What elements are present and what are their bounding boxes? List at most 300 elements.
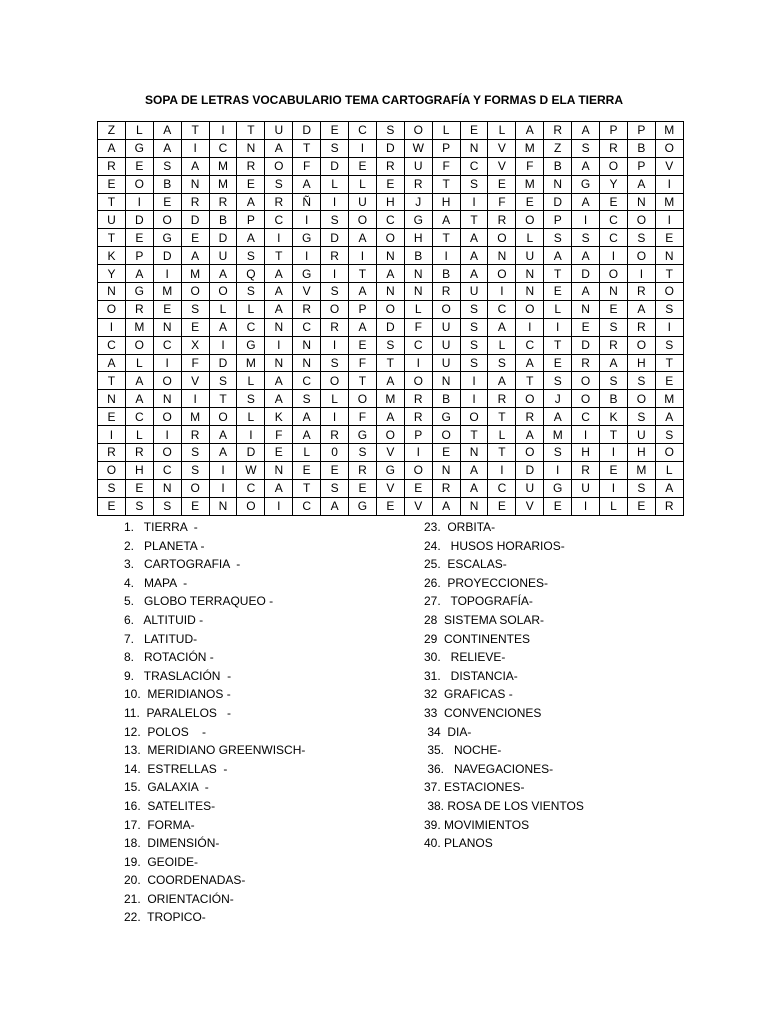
grid-cell: O [655, 444, 683, 462]
grid-cell: R [655, 497, 683, 515]
grid-cell: T [655, 354, 683, 372]
grid-cell: M [655, 122, 683, 140]
grid-cell: I [349, 139, 377, 157]
grid-cell: E [237, 175, 265, 193]
grid-cell: E [349, 479, 377, 497]
grid-cell: O [153, 372, 181, 390]
grid-cell: L [237, 372, 265, 390]
grid-cell: C [153, 461, 181, 479]
grid-cell: C [237, 479, 265, 497]
grid-cell: V [655, 157, 683, 175]
grid-cell: A [265, 300, 293, 318]
grid-cell: T [349, 265, 377, 283]
grid-cell: O [627, 211, 655, 229]
grid-cell: R [572, 461, 600, 479]
grid-cell: R [349, 461, 377, 479]
word-list-item: 29 CONTINENTES [424, 631, 531, 646]
grid-cell: I [404, 354, 432, 372]
grid-cell: O [376, 426, 404, 444]
grid-cell: O [125, 336, 153, 354]
grid-cell: N [153, 479, 181, 497]
grid-cell: I [600, 444, 628, 462]
grid-cell: B [627, 139, 655, 157]
grid-cell: N [376, 247, 404, 265]
grid-cell: P [627, 157, 655, 175]
grid-cell: A [237, 229, 265, 247]
word-list-item: 23. ORBITA- [424, 520, 496, 534]
grid-cell: S [627, 408, 655, 426]
word-list-item: 9. TRASLACIÓN - [124, 668, 232, 683]
grid-cell: T [376, 354, 404, 372]
grid-cell: O [181, 283, 209, 301]
grid-cell: E [572, 318, 600, 336]
grid-cell: E [98, 497, 126, 515]
grid-cell: L [488, 426, 516, 444]
grid-cell: N [544, 175, 572, 193]
word-list-item: 34 DIA- [424, 724, 472, 739]
grid-cell: P [349, 300, 377, 318]
grid-cell: A [572, 122, 600, 140]
grid-cell: A [321, 497, 349, 515]
grid-cell: S [265, 175, 293, 193]
grid-cell: G [237, 336, 265, 354]
grid-cell: E [432, 444, 460, 462]
grid-cell: O [600, 265, 628, 283]
grid-cell: I [265, 336, 293, 354]
grid-cell: O [265, 157, 293, 175]
grid-cell: M [627, 461, 655, 479]
grid-cell: H [404, 229, 432, 247]
grid-cell: S [98, 479, 126, 497]
grid-cell: S [321, 139, 349, 157]
grid-cell: E [376, 175, 404, 193]
grid-cell: A [125, 390, 153, 408]
word-list-item: 31. DISTANCIA- [424, 668, 518, 683]
grid-cell: L [237, 300, 265, 318]
word-list-right [424, 518, 684, 853]
grid-cell: R [627, 283, 655, 301]
grid-cell: U [516, 247, 544, 265]
grid-cell: S [460, 354, 488, 372]
word-list-item: 22. TROPICO- [124, 910, 206, 925]
grid-cell: I [655, 318, 683, 336]
grid-cell: T [293, 479, 321, 497]
grid-cell: S [293, 390, 321, 408]
word-list-item: 3. CARTOGRAFIA - [124, 557, 241, 572]
grid-cell: O [432, 300, 460, 318]
grid-cell: B [432, 390, 460, 408]
grid-cell: R [125, 300, 153, 318]
grid-cell: D [321, 157, 349, 175]
grid-cell: T [349, 372, 377, 390]
word-list-item: 20. COORDENADAS- [124, 873, 246, 888]
grid-cell: T [237, 122, 265, 140]
word-list-item: 32 GRAFICAS - [424, 687, 513, 702]
grid-cell: T [432, 175, 460, 193]
grid-cell: A [544, 247, 572, 265]
grid-cell: C [376, 211, 404, 229]
grid-cell: L [655, 461, 683, 479]
grid-cell: O [404, 461, 432, 479]
grid-cell: D [125, 211, 153, 229]
grid-cell: O [627, 336, 655, 354]
grid-cell: R [432, 283, 460, 301]
grid-cell: V [488, 139, 516, 157]
grid-cell: R [98, 444, 126, 462]
grid-row [98, 461, 684, 479]
grid-cell: A [98, 139, 126, 157]
grid-cell: F [349, 354, 377, 372]
grid-cell: A [460, 247, 488, 265]
grid-cell: A [349, 283, 377, 301]
grid-cell: A [209, 444, 237, 462]
grid-cell: I [600, 479, 628, 497]
grid-cell: M [209, 175, 237, 193]
grid-cell: P [544, 211, 572, 229]
grid-cell: I [237, 426, 265, 444]
grid-cell: A [432, 211, 460, 229]
grid-cell: S [627, 372, 655, 390]
grid-cell: I [460, 193, 488, 211]
grid-cell: O [98, 300, 126, 318]
grid-cell: A [572, 193, 600, 211]
grid-cell: N [627, 193, 655, 211]
grid-cell: E [460, 122, 488, 140]
grid-cell: G [125, 139, 153, 157]
grid-cell: S [321, 479, 349, 497]
grid-cell: O [376, 300, 404, 318]
grid-cell: T [181, 122, 209, 140]
grid-cell: C [237, 318, 265, 336]
grid-cell: I [488, 461, 516, 479]
grid-cell: Z [544, 139, 572, 157]
grid-cell: N [460, 444, 488, 462]
grid-cell: C [572, 408, 600, 426]
grid-cell: K [98, 247, 126, 265]
grid-cell: W [237, 461, 265, 479]
grid-cell: S [125, 497, 153, 515]
grid-cell: S [460, 318, 488, 336]
grid-cell: L [488, 122, 516, 140]
grid-cell: S [460, 300, 488, 318]
grid-cell: R [488, 390, 516, 408]
grid-cell: U [432, 318, 460, 336]
grid-cell: E [125, 479, 153, 497]
grid-cell: L [125, 354, 153, 372]
grid-row [98, 122, 684, 140]
grid-cell: C [600, 211, 628, 229]
word-list-item: 12. POLOS - [124, 724, 207, 739]
grid-cell: R [321, 318, 349, 336]
grid-cell: C [349, 122, 377, 140]
grid-cell: Y [600, 175, 628, 193]
grid-cell: U [265, 122, 293, 140]
grid-cell: A [265, 479, 293, 497]
word-list-left [124, 518, 384, 927]
grid-cell: H [125, 461, 153, 479]
grid-cell: B [153, 175, 181, 193]
grid-cell: P [237, 211, 265, 229]
grid-cell: B [404, 247, 432, 265]
grid-cell: F [181, 354, 209, 372]
grid-cell: S [600, 372, 628, 390]
grid-cell: A [181, 157, 209, 175]
grid-row [98, 426, 684, 444]
grid-cell: L [321, 390, 349, 408]
grid-cell: S [237, 283, 265, 301]
grid-cell: D [376, 318, 404, 336]
word-list-item: 15. GALAXIA - [124, 780, 209, 795]
grid-cell: L [600, 497, 628, 515]
grid-cell: I [572, 497, 600, 515]
grid-cell: O [209, 408, 237, 426]
grid-row [98, 336, 684, 354]
grid-cell: B [600, 390, 628, 408]
grid-cell: Z [98, 122, 126, 140]
grid-cell: E [181, 229, 209, 247]
grid-cell: T [98, 229, 126, 247]
grid-cell: M [516, 175, 544, 193]
grid-cell: B [544, 157, 572, 175]
grid-cell: R [181, 193, 209, 211]
grid-cell: H [627, 354, 655, 372]
grid-cell: E [125, 229, 153, 247]
grid-cell: R [516, 408, 544, 426]
grid-cell: I [98, 318, 126, 336]
grid-cell: F [488, 193, 516, 211]
grid-cell: E [600, 300, 628, 318]
grid-cell: T [432, 229, 460, 247]
grid-cell: N [293, 354, 321, 372]
grid-cell: R [321, 247, 349, 265]
grid-cell: I [181, 390, 209, 408]
grid-cell: I [627, 265, 655, 283]
grid-row [98, 265, 684, 283]
grid-cell: S [572, 229, 600, 247]
grid-cell: M [125, 318, 153, 336]
grid-cell: O [516, 444, 544, 462]
grid-cell: S [572, 139, 600, 157]
grid-cell: P [627, 122, 655, 140]
grid-cell: N [237, 139, 265, 157]
grid-cell: D [293, 122, 321, 140]
grid-cell: O [572, 390, 600, 408]
grid-cell: I [293, 247, 321, 265]
grid-cell: M [544, 426, 572, 444]
grid-cell: A [237, 193, 265, 211]
grid-cell: Y [98, 265, 126, 283]
grid-cell: E [349, 157, 377, 175]
grid-cell: O [181, 479, 209, 497]
grid-cell: U [98, 211, 126, 229]
grid-cell: G [293, 265, 321, 283]
grid-cell: A [98, 354, 126, 372]
grid-cell: E [181, 497, 209, 515]
grid-cell: M [181, 265, 209, 283]
grid-cell: S [544, 444, 572, 462]
grid-row [98, 354, 684, 372]
grid-cell: I [321, 193, 349, 211]
grid-cell: A [376, 265, 404, 283]
grid-cell: D [209, 229, 237, 247]
grid-cell: I [349, 247, 377, 265]
grid-cell: A [293, 175, 321, 193]
grid-cell: N [572, 300, 600, 318]
grid-cell: L [293, 444, 321, 462]
grid-cell: N [98, 390, 126, 408]
grid-cell: O [600, 157, 628, 175]
grid-cell: N [376, 283, 404, 301]
grid-cell: A [655, 479, 683, 497]
grid-cell: E [544, 283, 572, 301]
grid-cell: N [655, 247, 683, 265]
grid-cell: V [404, 497, 432, 515]
grid-row [98, 283, 684, 301]
grid-cell: S [181, 461, 209, 479]
grid-cell: A [627, 300, 655, 318]
grid-row [98, 318, 684, 336]
grid-cell: R [572, 354, 600, 372]
grid-cell: A [125, 265, 153, 283]
grid-cell: L [488, 336, 516, 354]
grid-cell: G [432, 408, 460, 426]
grid-cell: I [265, 229, 293, 247]
grid-cell: L [544, 300, 572, 318]
grid-cell: S [153, 497, 181, 515]
grid-cell: N [404, 283, 432, 301]
grid-cell: L [321, 175, 349, 193]
word-list-item: 1. TIERRA - [124, 520, 198, 534]
grid-cell: 0 [321, 444, 349, 462]
grid-cell: E [265, 444, 293, 462]
grid-cell: A [349, 318, 377, 336]
word-list-item: 19. GEOIDE- [124, 854, 199, 869]
grid-cell: O [237, 497, 265, 515]
grid-cell: L [516, 229, 544, 247]
word-list-item: 16. SATELITES- [124, 798, 216, 813]
grid-cell: K [600, 408, 628, 426]
grid-cell: E [627, 497, 655, 515]
grid-row [98, 193, 684, 211]
grid-cell: J [544, 390, 572, 408]
grid-cell: E [600, 461, 628, 479]
grid-cell: U [572, 479, 600, 497]
grid-cell: M [655, 193, 683, 211]
grid-cell: S [460, 336, 488, 354]
grid-cell: M [237, 354, 265, 372]
grid-cell: A [265, 283, 293, 301]
grid-cell: N [404, 265, 432, 283]
grid-cell: S [349, 444, 377, 462]
grid-cell: R [98, 157, 126, 175]
grid-cell: U [460, 283, 488, 301]
grid-cell: E [153, 300, 181, 318]
grid-cell: R [404, 175, 432, 193]
grid-cell: O [572, 372, 600, 390]
grid-cell: I [655, 211, 683, 229]
grid-row [98, 479, 684, 497]
grid-cell: O [404, 372, 432, 390]
grid-cell: C [600, 229, 628, 247]
grid-row [98, 247, 684, 265]
grid-cell: G [125, 283, 153, 301]
grid-cell: A [153, 139, 181, 157]
grid-cell: T [209, 390, 237, 408]
grid-cell: Q [237, 265, 265, 283]
grid-cell: M [181, 408, 209, 426]
grid-cell: T [460, 426, 488, 444]
word-list-item: 6. ALTITUID - [124, 612, 204, 627]
grid-cell: L [404, 300, 432, 318]
grid-cell: S [181, 444, 209, 462]
grid-cell: S [321, 211, 349, 229]
grid-cell: S [655, 336, 683, 354]
grid-row [98, 139, 684, 157]
grid-cell: E [349, 336, 377, 354]
grid-cell: T [488, 444, 516, 462]
grid-cell: I [600, 247, 628, 265]
grid-cell: I [181, 139, 209, 157]
grid-cell: N [153, 390, 181, 408]
grid-cell: R [293, 300, 321, 318]
grid-row [98, 372, 684, 390]
grid-cell: N [98, 283, 126, 301]
grid-cell: F [516, 157, 544, 175]
grid-cell: N [153, 318, 181, 336]
grid-cell: V [376, 479, 404, 497]
grid-cell: R [600, 336, 628, 354]
word-list-item: 35. NOCHE- [424, 743, 502, 758]
grid-cell: J [404, 193, 432, 211]
grid-cell: I [209, 122, 237, 140]
grid-row [98, 390, 684, 408]
grid-cell: O [627, 390, 655, 408]
grid-cell: A [460, 461, 488, 479]
grid-cell: E [516, 193, 544, 211]
grid-cell: A [265, 372, 293, 390]
grid-cell: A [544, 408, 572, 426]
grid-cell: A [460, 479, 488, 497]
grid-cell: D [181, 211, 209, 229]
grid-cell: E [600, 193, 628, 211]
word-list-item: 28 SISTEMA SOLAR- [424, 612, 545, 627]
grid-cell: S [460, 175, 488, 193]
word-list-item: 13. MERIDIANO GREENWISCH- [124, 743, 306, 758]
grid-cell: S [237, 390, 265, 408]
word-list-item: 11. PARALELOS - [124, 705, 231, 720]
page-title: SOPA DE LETRAS VOCABULARIO TEMA CARTOGRAFÍA Y FORMAS D ELA TIERRA [144, 93, 623, 107]
grid-cell: N [432, 461, 460, 479]
grid-cell: O [125, 175, 153, 193]
grid-cell: I [544, 318, 572, 336]
grid-cell: Ñ [293, 193, 321, 211]
word-list-item: 26. PROYECCIONES- [424, 575, 549, 590]
grid-cell: C [488, 479, 516, 497]
grid-cell: A [376, 408, 404, 426]
grid-cell: A [600, 354, 628, 372]
word-list-item: 38. ROSA DE LOS VIENTOS [424, 798, 584, 813]
grid-cell: A [488, 318, 516, 336]
grid-cell: O [488, 229, 516, 247]
grid-cell: F [265, 426, 293, 444]
grid-cell: C [404, 336, 432, 354]
grid-cell: A [516, 426, 544, 444]
grid-row [98, 211, 684, 229]
grid-cell: E [98, 408, 126, 426]
grid-cell: P [125, 247, 153, 265]
grid-cell: O [655, 139, 683, 157]
grid-cell: A [153, 122, 181, 140]
